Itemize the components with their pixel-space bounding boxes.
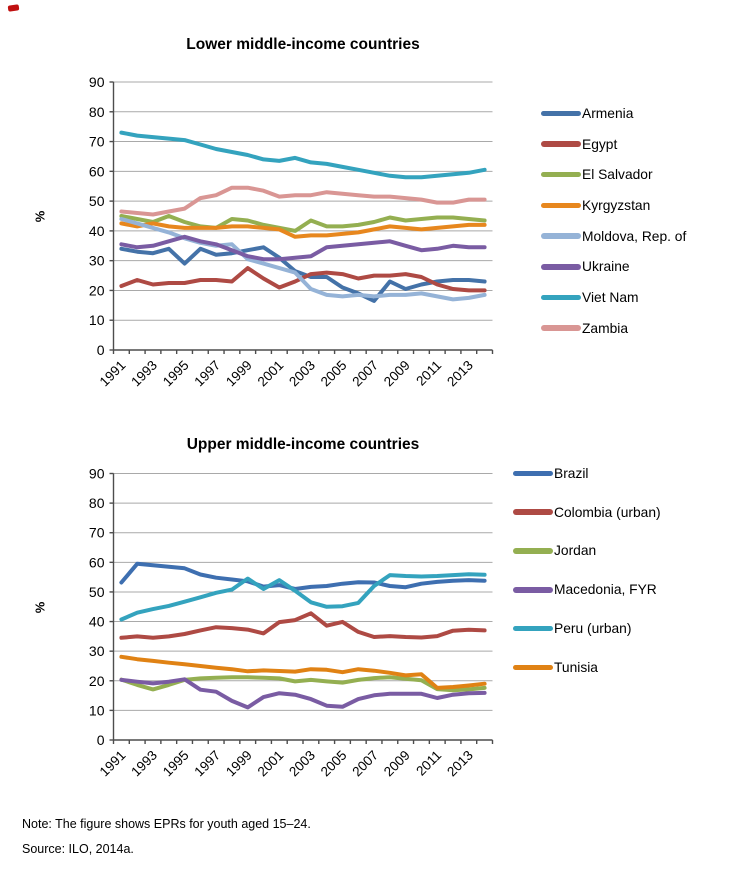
- y-tick-label: 90: [88, 465, 105, 482]
- legend-item-brazil: [513, 454, 661, 493]
- legend-item-el-salvador: [541, 159, 686, 190]
- x-tick-label: 2001: [254, 747, 287, 780]
- legend-label: Kyrgyzstan: [582, 197, 651, 213]
- x-tick-label: 1993: [128, 357, 161, 390]
- chart2-title: Upper middle-income countries: [186, 436, 420, 453]
- series-line-viet-nam: [121, 133, 484, 178]
- chart1-title: Lower middle-income countries: [186, 36, 420, 53]
- y-tick-label: 80: [88, 103, 105, 120]
- legend-item-colombia-urban-: [513, 493, 661, 532]
- legend-swatch-icon: [541, 141, 581, 147]
- legend-label: Colombia (urban): [554, 504, 661, 520]
- legend-swatch-icon: [513, 665, 553, 671]
- legend-swatch-icon: [513, 509, 553, 515]
- y-tick-label: 10: [88, 702, 105, 719]
- legend-swatch-icon: [541, 264, 581, 270]
- x-tick-label: 2007: [349, 747, 382, 780]
- legend-item-macedonia-fyr: [513, 570, 661, 609]
- legend-label: Egypt: [582, 136, 618, 152]
- y-tick-label: 40: [88, 613, 105, 630]
- legend-item-peru-urban-: [513, 609, 661, 648]
- y-tick-label: 20: [88, 672, 105, 689]
- legend-item-tunisia: [513, 648, 661, 687]
- legend-item-zambia: [541, 313, 686, 344]
- legend-label: Viet Nam: [582, 289, 639, 305]
- y-tick-label: 70: [88, 524, 105, 541]
- series-line-colombia-urban-: [121, 613, 484, 638]
- legend-label: Moldova, Rep. of: [582, 228, 687, 244]
- legend-label: Jordan: [554, 543, 597, 559]
- chart2-y-axis-label: %: [32, 601, 48, 614]
- x-tick-label: 2009: [380, 357, 413, 390]
- x-tick-label: 2011: [413, 357, 445, 389]
- legend-swatch-icon: [513, 548, 553, 554]
- legend-label: Macedonia, FYR: [554, 582, 657, 598]
- legend-swatch-icon: [541, 203, 581, 209]
- x-tick-label: 1991: [96, 747, 129, 780]
- x-tick-label: 2007: [349, 357, 382, 390]
- legend-item-moldova-rep-of: [541, 221, 686, 252]
- y-tick-label: 40: [88, 222, 105, 239]
- legend-swatch-icon: [541, 172, 581, 178]
- x-tick-label: 2009: [380, 747, 413, 780]
- legend-label: Brazil: [554, 465, 589, 481]
- chart2-legend: [513, 454, 661, 687]
- legend-label: Zambia: [582, 320, 629, 336]
- x-tick-label: 1999: [222, 747, 255, 780]
- x-tick-label: 1997: [191, 747, 224, 780]
- x-tick-label: 1991: [96, 357, 129, 390]
- x-tick-label: 1995: [159, 747, 192, 780]
- x-tick-label: 2003: [286, 747, 319, 780]
- y-tick-label: 90: [88, 74, 105, 90]
- x-tick-label: 2011: [413, 747, 445, 779]
- figure-note: Note: The figure shows EPRs for youth aged 15–24.: [22, 817, 311, 831]
- legend-label: Ukraine: [582, 259, 630, 275]
- x-tick-label: 2005: [317, 357, 350, 390]
- x-tick-label: 1997: [191, 357, 224, 390]
- x-tick-label: 2001: [254, 357, 287, 390]
- x-tick-label: 2013: [444, 747, 476, 780]
- legend-swatch-icon: [541, 325, 581, 331]
- legend-label: El Salvador: [582, 167, 653, 183]
- y-tick-label: 60: [88, 554, 105, 571]
- legend-swatch-icon: [513, 471, 553, 477]
- legend-item-jordan: [513, 532, 661, 571]
- legend-swatch-icon: [513, 626, 553, 632]
- legend-item-egypt: [541, 129, 686, 160]
- y-tick-label: 80: [88, 495, 105, 512]
- x-tick-label: 1995: [159, 357, 192, 390]
- legend-label: Armenia: [582, 105, 634, 121]
- legend-item-armenia: [541, 98, 686, 129]
- legend-item-viet-nam: [541, 282, 686, 313]
- legend-swatch-icon: [541, 111, 581, 117]
- y-tick-label: 50: [88, 193, 105, 210]
- x-tick-label: 1999: [222, 357, 255, 390]
- x-tick-label: 2003: [286, 357, 319, 390]
- y-tick-label: 60: [88, 163, 105, 180]
- y-tick-label: 0: [96, 732, 105, 748]
- x-tick-label: 2005: [317, 747, 350, 780]
- x-tick-label: 2013: [444, 357, 476, 390]
- y-tick-label: 50: [88, 583, 105, 600]
- y-tick-label: 0: [96, 342, 105, 358]
- chart1-y-axis-label: %: [32, 210, 48, 223]
- x-tick-label: 1993: [128, 747, 161, 780]
- y-tick-label: 20: [88, 282, 105, 299]
- legend-swatch-icon: [541, 233, 581, 239]
- chart1-legend: [541, 98, 686, 344]
- legend-item-kyrgyzstan: [541, 190, 686, 221]
- y-tick-label: 30: [88, 252, 105, 269]
- y-tick-label: 70: [88, 133, 105, 150]
- legend-label: Peru (urban): [554, 621, 632, 637]
- y-tick-label: 30: [88, 643, 105, 660]
- y-tick-label: 10: [88, 312, 105, 329]
- legend-swatch-icon: [541, 295, 581, 301]
- figure-source: Source: ILO, 2014a.: [22, 842, 134, 856]
- legend-swatch-icon: [513, 587, 553, 593]
- legend-item-ukraine: [541, 251, 686, 282]
- legend-label: Tunisia: [554, 659, 598, 675]
